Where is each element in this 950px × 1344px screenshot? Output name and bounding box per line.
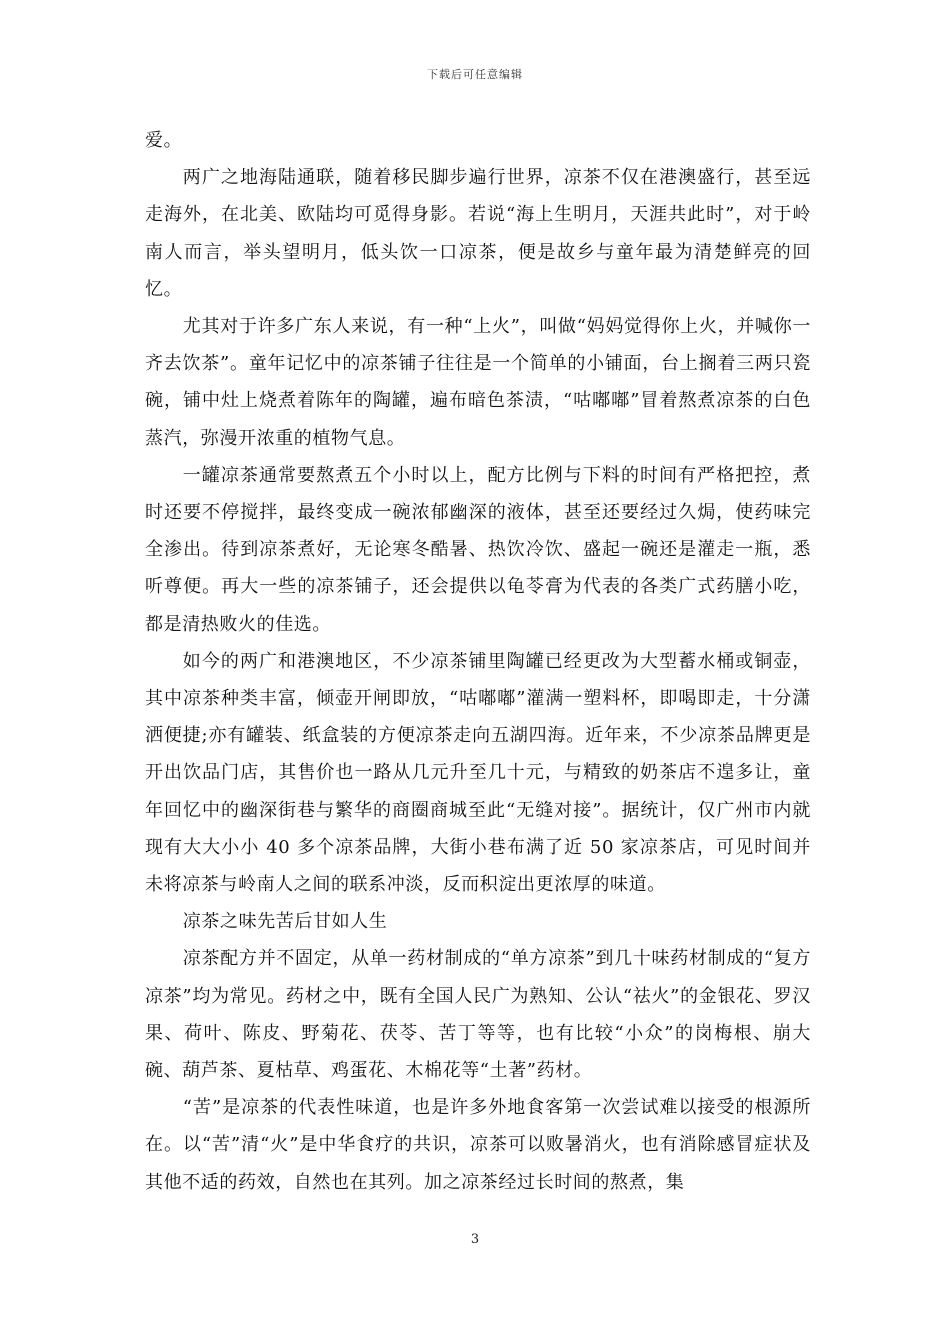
paragraph-continuation: 爱。	[145, 130, 183, 151]
paragraph: 尤其对于许多广东人来说，有一种“上火”，叫做“妈妈觉得你上火，并喊你一齐去饮茶”。童年记忆中的凉茶铺子往往是一个简单的小铺面，台上搁着三两只瓷碗，铺中灶上烧煮着陈年的陶罐，遍布暗色茶渍，“咕嘟嘟”冒着熬煮凉茶的白色蒸汽，弥漫开浓重的植物气息。	[145, 316, 811, 449]
paragraph: 凉茶配方并不固定，从单一药材制成的“单方凉茶”到几十味药材制成的“复方凉茶”均为常见。药材之中，既有全国人民广为熟知、公认“祛火”的金银花、罗汉果、荷叶、陈皮、野菊花、茯苓、苦丁等等，也有比较“小众”的岗梅根、崩大碗、葫芦茶、夏枯草、鸡蛋花、木棉花等“土著”药材。	[145, 948, 811, 1082]
paragraph: 两广之地海陆通联，随着移民脚步遍行世界，凉茶不仅在港澳盛行，甚至远走海外，在北美、欧陆均可觅得身影。若说“海上生明月，天涯共此时”，对于岭南人而言，举头望明月，低头饮一口凉茶，便是故乡与童年最为清楚鲜亮的回忆。	[145, 167, 811, 300]
page-header: 下载后可任意编辑	[427, 68, 523, 81]
document-body	[145, 122, 811, 1201]
page-number: 3	[470, 1232, 480, 1247]
section-heading: 凉茶之味先苦后甘如人生	[182, 911, 388, 933]
paragraph: “苦”是凉茶的代表性味道，也是许多外地食客第一次尝试难以接受的根源所在。以“苦”清“火”是中华食疗的共识，凉茶可以败暑消火，也有消除感冒症状及其他不适的药效，自然也在其列。加之凉茶经过长时间的熬煮，集	[145, 1097, 811, 1193]
paragraph: 如今的两广和港澳地区，不少凉茶铺里陶罐已经更改为大型蓄水桶或铜壶，其中凉茶种类丰富，倾壶开闸即放，“咕嘟嘟”灌满一塑料杯，即喝即走，十分潇洒便捷;亦有罐装、纸盒装的方便凉茶走向五湖四海。近年来，不少凉茶品牌更是开出饮品门店，其售价也一路从几元升至几十元，与精致的奶茶店不遑多让，童年回忆中的幽深街巷与繁华的商圈商城至此“无缝对接”。据统计，仅广州市内就现有大大小小 40 多个凉茶品牌，大街小巷布满了近 50 家凉茶店，可见时间并未将凉茶与岭南人之间的联系冲淡，反而积淀出更浓厚的味道。	[145, 650, 811, 896]
paragraph: 一罐凉茶通常要熬煮五个小时以上，配方比例与下料的时间有严格把控，煮时还要不停搅拌，最终变成一碗浓郁幽深的液体，甚至还要经过久焗，使药味完全渗出。待到凉茶煮好，无论寒冬酷暑、热饮冷饮、盛起一碗还是灌走一瓶，悉听尊便。再大一些的凉茶铺子，还会提供以龟苓膏为代表的各类广式药膳小吃，都是清热败火的佳选。	[145, 464, 811, 635]
